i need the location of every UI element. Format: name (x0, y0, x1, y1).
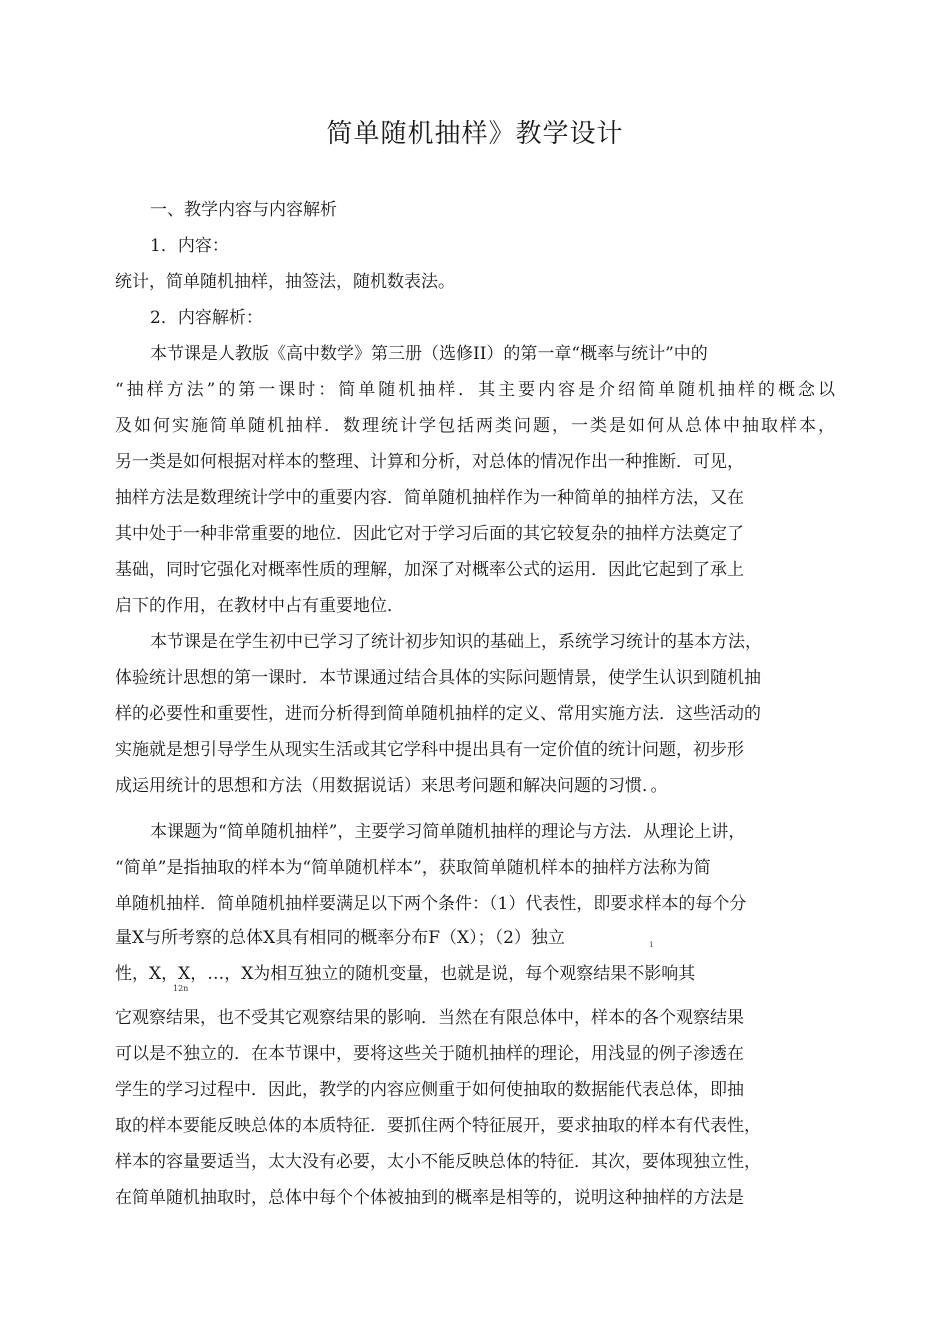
paragraph-line: 可以是不独立的．在本节课中，要将这些关于随机抽样的理论，用浅显的例子渗透在 (115, 1044, 744, 1064)
paragraph-line: 及如何实施简单随机抽样．数理统计学包括两类问题，一类是如何从总体中抽取样本， (115, 416, 835, 436)
paragraph-line: 本课题为“简单随机抽样”，主要学习简单随机抽样的理论与方法．从理论上讲， (150, 822, 746, 842)
paragraph-line: 单随机抽样．简单随机抽样要满足以下两个条件：（1）代表性，即要求样本的每个分 (115, 894, 747, 914)
subscript-12n: 12n (173, 984, 189, 993)
paragraph-line: 统计，简单随机抽样，抽签法，随机数表法。 (115, 272, 455, 292)
subscript-i: i (650, 940, 653, 949)
paragraph-line: 抽样方法是数理统计学中的重要内容．简单随机抽样作为一种简单的抽样方法，又在 (115, 488, 744, 508)
paragraph-line: 成运用统计的思想和方法（用数据说话）来思考问题和解决问题的习惯．。 (115, 776, 668, 796)
paragraph-line: 它观察结果，也不受其它观察结果的影响．当然在有限总体中，样本的各个观察结果 (115, 1008, 744, 1028)
paragraph-line: 样的必要性和重要性，进而分析得到简单随机抽样的定义、常用实施方法．这些活动的 (115, 704, 761, 724)
document-title: 简单随机抽样》教学设计 (326, 119, 624, 149)
paragraph-line: 学生的学习过程中．因此，教学的内容应侧重于如何使抽取的数据能代表总体，即抽 (115, 1080, 744, 1100)
paragraph-line: 本节课是人教版《高中数学》第三册（选修II）的第一章“概率与统计”中的 (150, 344, 708, 364)
paragraph-line: 性，X，X，…，X为相互独立的随机变量，也就是说，每个观察结果不影响其 (115, 964, 696, 984)
section-heading: 一、教学内容与内容解析 (150, 200, 337, 220)
paragraph-line: 量X与所考察的总体X具有相同的概率分布F（X）；（2）独立 (115, 928, 565, 948)
paragraph-line: 取的样本要能反映总体的本质特征．要抓住两个特征展开，要求抽取的样本有代表性， (115, 1116, 761, 1136)
paragraph-line: 基础，同时它强化对概率性质的理解，加深了对概率公式的运用．因此它起到了承上 (115, 560, 744, 580)
paragraph-line: 在简单随机抽取时，总体中每个个体被抽到的概率是相等的，说明这种抽样的方法是 (115, 1188, 744, 1208)
paragraph-line: 样本的容量要适当，太大没有必要，太小不能反映总体的特征．其次，要体现独立性， (115, 1152, 761, 1172)
paragraph-line: “简单”是指抽取的样本为“简单随机样本”，获取简单随机样本的抽样方法称为简 (115, 858, 711, 878)
paragraph-line: 其中处于一种非常重要的地位．因此它对于学习后面的其它较复杂的抽样方法奠定了 (115, 524, 744, 544)
paragraph-line: 本节课是在学生初中已学习了统计初步知识的基础上，系统学习统计的基本方法， (150, 632, 762, 652)
paragraph-line: 体验统计思想的第一课时．本节课通过结合具体的实际问题情景，使学生认识到随机抽 (115, 668, 761, 688)
subsection-heading: 2．内容解析： (150, 308, 263, 328)
subsection-heading: 1．内容： (150, 236, 229, 256)
paragraph-line: 另一类是如何根据对样本的整理、计算和分析，对总体的情况作出一种推断．可见， (115, 452, 744, 472)
paragraph-line: 启下的作用，在教材中占有重要地位． (115, 596, 404, 616)
paragraph-line: 实施就是想引导学生从现实生活或其它学科中提出具有一定价值的统计问题，初步形 (115, 740, 744, 760)
paragraph-line: “抽样方法”的第一课时：简单随机抽样．其主要内容是介绍简单随机抽样的概念以 (115, 380, 835, 400)
